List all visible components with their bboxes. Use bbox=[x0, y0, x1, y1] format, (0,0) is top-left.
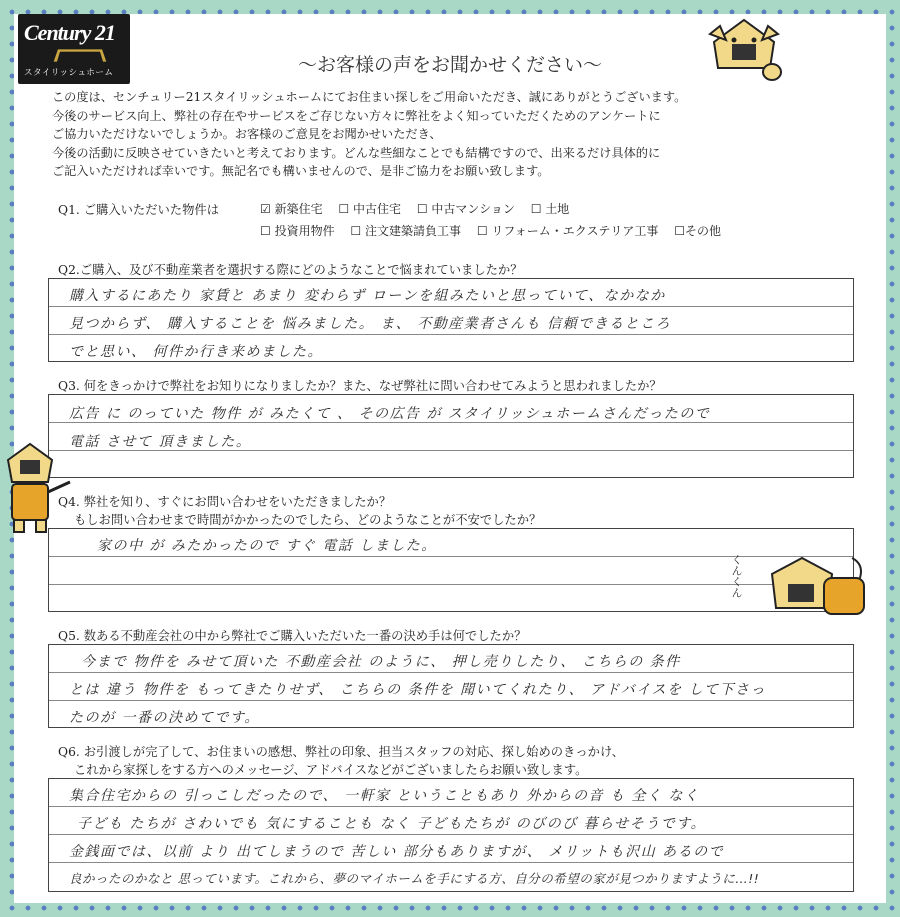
q1-options-row2 bbox=[260, 222, 733, 239]
intro-text bbox=[52, 88, 862, 181]
q2-answer-line: 購入するにあたり 家賃と あまり 変わらず ローンを組みたいと思っていて、なかなか bbox=[69, 288, 666, 304]
answer-rule bbox=[49, 334, 853, 335]
q6-label-1: Q6. お引渡しが完了して、お住まいの感想、弊社の印象、担当スタッフの対応、探し始めのきっかけ、 bbox=[58, 745, 625, 759]
q5-answer-line: たのが 一番の決めてです。 bbox=[69, 710, 260, 726]
answer-rule bbox=[49, 862, 853, 863]
logo-subtitle: スタイリッシュホーム bbox=[24, 68, 114, 78]
q1-options-row1 bbox=[260, 200, 581, 217]
survey-sheet bbox=[14, 14, 886, 903]
q4-label-1: Q4. 弊社を知り、すぐにお問い合わせをいただきましたか？ bbox=[58, 495, 392, 509]
q6-answer-line: 良かったのかなと 思っています。これから、夢のマイホームを手にする方、自分の希望の家が見つかりますように…!! bbox=[69, 871, 760, 886]
dog-mascot-pointing-icon bbox=[0, 438, 78, 534]
page-title: 〜お客様の声をお聞かせください〜 bbox=[297, 54, 602, 76]
mascot-sniff-text: くんくん bbox=[730, 554, 743, 598]
q2-answer-line: でと思い、 何件か行き来めました。 bbox=[69, 344, 323, 360]
q3-answer-line: 電話 させて 頂きました。 bbox=[69, 434, 252, 450]
intro-line: この度は、センチュリー21スタイリッシュホームにてお住まい探しをご用命いただき、誠にありがとうございます。 bbox=[52, 90, 687, 104]
q6-answer-line: 子ども たちが さわいでも 気にすることも なく 子どもたちが のびのび 暮らせそうです。 bbox=[77, 816, 707, 832]
logo-wordmark: Century 21 bbox=[24, 20, 115, 45]
q1-option-investment[interactable]: ☐ 投資用物件 bbox=[260, 224, 335, 238]
q5-label: Q5. 数ある不動産会社の中から弊社でご購入いただいた一番の決め手は何でしたか？ bbox=[58, 629, 527, 643]
answer-rule bbox=[49, 672, 853, 673]
q1-option-other[interactable]: ☐その他 bbox=[674, 224, 722, 238]
intro-line: 今後の活動に反映させていきたいと考えております。どんな些細なことでも結構ですので、出来るだけ具体的に bbox=[52, 145, 661, 160]
q1-option-new-house[interactable]: ☑ 新築住宅 bbox=[260, 202, 323, 216]
intro-line: ご協力いただけないでしょうか。お客様のご意見をお聞かせいただき、 bbox=[52, 127, 442, 141]
q4-answer-line: 家の中 が みたかったので すぐ 電話 しました。 bbox=[97, 538, 437, 554]
q4-label-2: もしお問い合わせまで時間がかかったのでしたら、どのようなことが不安でしたか？ bbox=[74, 513, 542, 527]
q3-label: Q3. 何をきっかけで弊社をお知りになりましたか？また、なぜ弊社に問い合わせてみようと思われましたか？ bbox=[58, 379, 662, 393]
q1-option-reform[interactable]: ☐ リフォーム・エクステリア工事 bbox=[476, 224, 659, 238]
q1-option-custom-build[interactable]: ☐ 注文建築請負工事 bbox=[350, 224, 461, 238]
answer-rule bbox=[49, 806, 853, 807]
q3-answer-box bbox=[48, 394, 854, 478]
q2-answer-line: 見つからず、 購入することを 悩みました。 ま、 不動産業者さんも 信頼できるところ bbox=[69, 316, 672, 332]
dog-mascot-thumbs-up-icon bbox=[704, 14, 784, 86]
q5-answer-line: 今まで 物件を みせて頂いた 不動産会社 のように、 押し売りしたり、 こちらの 条件 bbox=[81, 654, 681, 670]
answer-rule bbox=[49, 834, 853, 835]
q6-answer-box bbox=[48, 778, 854, 892]
q5-answer-line: とは 違う 物件を もってきたりせず、 こちらの 条件を 聞いてくれたり、 アドバイスを して下さっ bbox=[69, 682, 767, 698]
q1-label: Q1. ご購入いただいた物件は bbox=[58, 203, 219, 217]
q2-answer-box bbox=[48, 278, 854, 362]
intro-line: ご記入いただければ幸いです。無記名でも構いませんので、是非ご協力をお願い致します。 bbox=[52, 164, 550, 178]
q1-option-used-house[interactable]: ☐ 中古住宅 bbox=[338, 202, 401, 216]
q5-answer-box bbox=[48, 644, 854, 728]
q3-answer-line: 広告 に のっていた 物件 が みたくて 、 その広告 が スタイリッシュホームさんだったので bbox=[69, 406, 711, 422]
answer-rule bbox=[49, 306, 853, 307]
q2-label: Q2.ご購入、及び不動産業者を選択する際にどのようなことで悩まれていましたか？ bbox=[58, 263, 523, 277]
q6-label-2: これから家探しをする方へのメッセージ、アドバイスなどがございましたらお願い致します。 bbox=[74, 763, 588, 777]
q1-option-land[interactable]: ☐ 土地 bbox=[530, 202, 570, 216]
answer-rule bbox=[49, 700, 853, 701]
dog-mascot-sniffing-icon bbox=[752, 544, 872, 640]
q1-option-used-mansion[interactable]: ☐ 中古マンション bbox=[416, 202, 515, 216]
q6-answer-line: 金銭面では、以前 より 出てしまうので 苦しい 部分もありますが、 メリットも沢山 あるので bbox=[69, 844, 725, 860]
q6-answer-line: 集合住宅からの 引っこしだったので、 一軒家 ということもあり 外からの音 も 全く なく bbox=[69, 788, 700, 804]
intro-line: 今後のサービス向上、弊社の存在やサービスをご存じない方々に弊社をよく知っていただくためのアンケートに bbox=[52, 108, 661, 123]
